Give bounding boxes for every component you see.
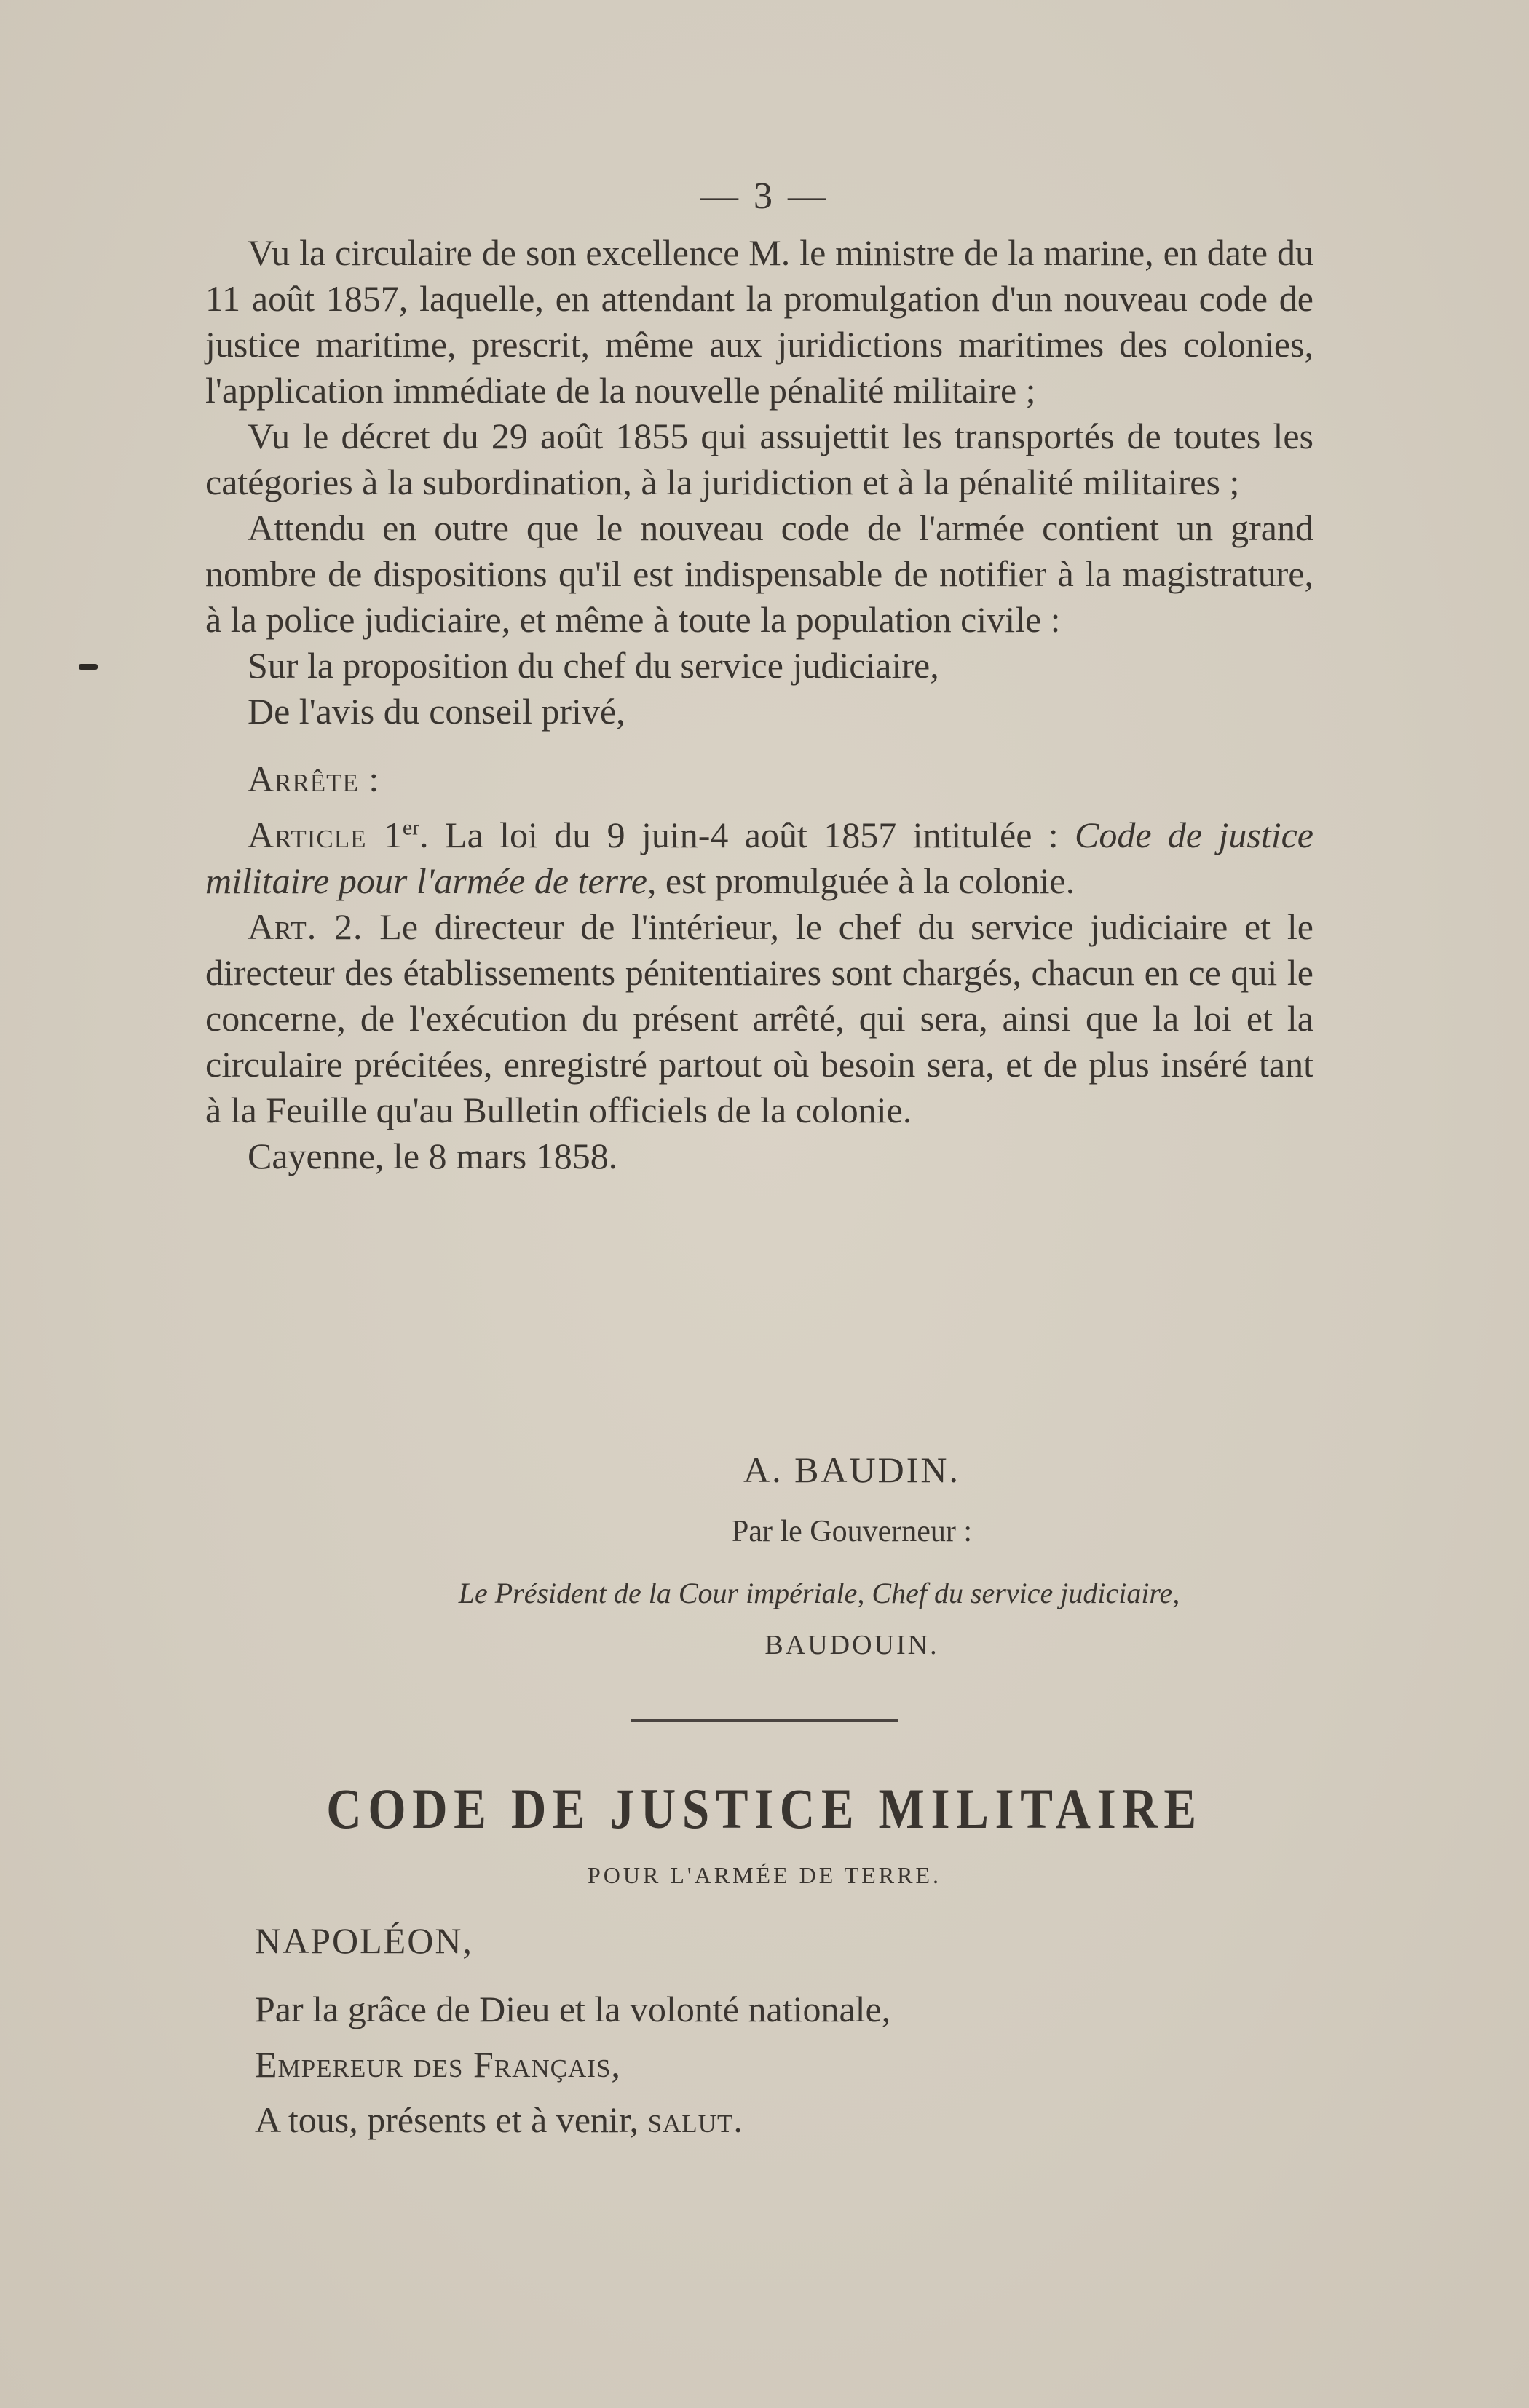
arrete-heading: Arrête :: [248, 759, 380, 799]
article-2-label: Art. 2.: [248, 906, 363, 947]
decree-body: [205, 230, 1313, 1179]
countersignature: BAUDOUIN.: [764, 1630, 939, 1660]
code-subtitle: POUR L'ARMÉE DE TERRE.: [587, 1862, 942, 1888]
par-le-gouverneur: Par le Gouverneur :: [731, 1515, 973, 1548]
paragraph-vu-decret: Vu le décret du 29 août 1855 qui assujettit les transportés de toutes les catégories à la subordination, à la juridiction et à la pénalité militaires ;: [205, 416, 1313, 502]
margin-dash-mark: [79, 664, 98, 670]
salut-prefix: A tous, présents et à venir,: [255, 2099, 648, 2140]
section-divider: [631, 1719, 898, 1722]
paragraph-attendu: Attendu en outre que le nouveau code de l'armée contient un grand nombre de dispositions qu'il est indispensable de notifier à la magistrature, à la police judiciaire, et même à toute la population civile :: [205, 507, 1313, 640]
grace-line: Par la grâce de Dieu et la volonté nationale,: [255, 1989, 891, 2029]
paragraph-avis: De l'avis du conseil privé,: [248, 691, 625, 732]
article-1-text-after: est promulguée à la colonie.: [656, 860, 1075, 901]
article-1-label: Article 1: [248, 815, 403, 855]
governor-signature: A. BAUDIN.: [743, 1449, 961, 1490]
imperial-preamble: [255, 1913, 1274, 2147]
article-2: [205, 904, 1313, 1133]
article-1-code-title: Code de justice militaire pour l'armée de terre,: [205, 815, 1313, 901]
empereur-line: Empereur des Français,: [255, 2044, 621, 2085]
article-1-superscript: er: [402, 815, 420, 840]
article-1-text-before: . La loi du 9 juin-4 août 1857 intitulée :: [419, 815, 1075, 855]
salut-word: salut.: [647, 2099, 743, 2140]
president-line: Le Président de la Cour impériale, Chef du service judiciaire,: [458, 1577, 1180, 1609]
code-title: CODE DE JUSTICE MILITAIRE: [326, 1777, 1203, 1840]
date-line: Cayenne, le 8 mars 1858.: [248, 1136, 618, 1176]
salut-line: [255, 2092, 1274, 2147]
napoleon-line: NAPOLÉON,: [255, 1920, 473, 1961]
article-1: [205, 812, 1313, 904]
paragraph-proposition: Sur la proposition du chef du service judiciaire,: [248, 645, 939, 686]
article-2-text: Le directeur de l'intérieur, le chef du service judiciaire et le directeur des établissements pénitentiaires sont chargés, chacun en ce qui le concerne, de l'exécution du présent arrêté, qui sera, ainsi que la loi et la circulaire précitées, enregistré partout où besoin sera, et de plus inséré tant à la Feuille qu'au Bulletin officiels de la colonie.: [205, 906, 1313, 1130]
paragraph-vu-circulaire: Vu la circulaire de son excellence M. le ministre de la marine, en date du 11 août 1857, laquelle, en attendant la promulgation d'un nouveau code de justice maritime, prescrit, même aux juridictions maritimes des colonies, l'application immédiate de la nouvelle pénalité militaire ;: [205, 232, 1313, 411]
page-number: — 3 —: [700, 175, 829, 217]
